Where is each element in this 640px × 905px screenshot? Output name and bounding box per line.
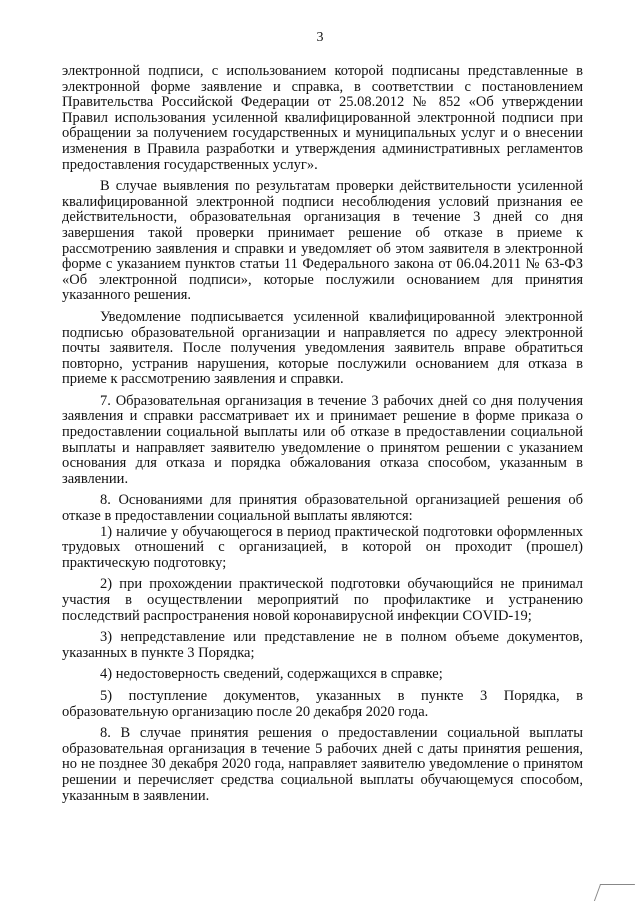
paragraph-continuation: электронной подписи, с использованием которой подписаны представленные в электронной форме заявление и справка, в соответствии с постановлением Правительства Российской Федерации от 25.08.2012 № 852 «Об утверждении Правил использования усиленной квалифицированной электронной подписи при обращении за получением государственных и муниципальных услуг и о внесении изменения в Правила разработки и утверждения административных регламентов предоставления государственных услуг». xyxy=(62,63,583,173)
paragraph-notification: Уведомление подписывается усиленной квалифицированной электронной подписью образовательной организации и направляется по адресу электронной почты заявителя. После получения уведомления заявитель вправе обратиться повторно, устранив нарушения, которые послужили основанием для отказа в приеме к рассмотрению заявления и справки. xyxy=(62,308,583,388)
list-item-ground-1: 1) наличие у обучающегося в период практической подготовки оформленных трудовых отношений с организацией, в которой он проходит (прошел) практическую подготовку; xyxy=(62,523,583,571)
paragraph-item-8-payment: 8. В случае принятия решения о предоставлении социальной выплаты образовательная организация в течение 5 рабочих дней с даты принятия решения, но не позднее 30 декабря 2020 года, направляет заявителю уведомление о принятом решении и перечисляет средства социальной выплаты обучающемуся способом, указанным в заявлении. xyxy=(62,725,583,804)
scan-corner-mark xyxy=(594,884,635,901)
list-item-ground-3: 3) непредставление или представление не в полном объеме документов, указанных в пункте 3 Порядка; xyxy=(62,629,583,661)
list-item-ground-2: 2) при прохождении практической подготовки обучающийся не принимал участия в осуществлении мероприятий по профилактике и устранению последствий распространения новой коронавирусной инфекции COVID-19; xyxy=(62,576,583,624)
paragraph-verification-refusal: В случае выявления по результатам проверки действительности усиленной квалифицированной электронной подписи несоблюдения условий признания ее действительности, образовательная организация в течение 3 дней со дня завершения такой проверки принимает решение об отказе в приеме к рассмотрению заявления и справки и уведомляет об этом заявителя в электронной форме с указанием пунктов статьи 11 Федерального закона от 06.04.2011 № 63-ФЗ «Об электронной подписи», которые послужили основанием для принятия указанного решения. xyxy=(62,178,583,304)
paragraph-item-8-grounds: 8. Основаниями для принятия образовательной организацией решения об отказе в предоставлении социальной выплаты являются: xyxy=(62,492,583,525)
list-item-ground-5: 5) поступление документов, указанных в пункте 3 Порядка, в образовательную организацию после 20 декабря 2020 года. xyxy=(62,687,583,720)
page-number: 3 xyxy=(316,30,324,45)
document-body xyxy=(62,64,583,804)
list-item-ground-4: 4) недостоверность сведений, содержащихся в справке; xyxy=(100,666,443,683)
paragraph-item-7: 7. Образовательная организация в течение 3 рабочих дней со дня получения заявления и справки рассматривает их и принимает решение в форме приказа о предоставлении социальной выплаты или об отказе в предоставлении социальной выплаты и направляет заявителю уведомление о принятом решении с указанием основания для отказа и порядка обжалования отказа способом, указанным в заявлении. xyxy=(62,392,583,487)
